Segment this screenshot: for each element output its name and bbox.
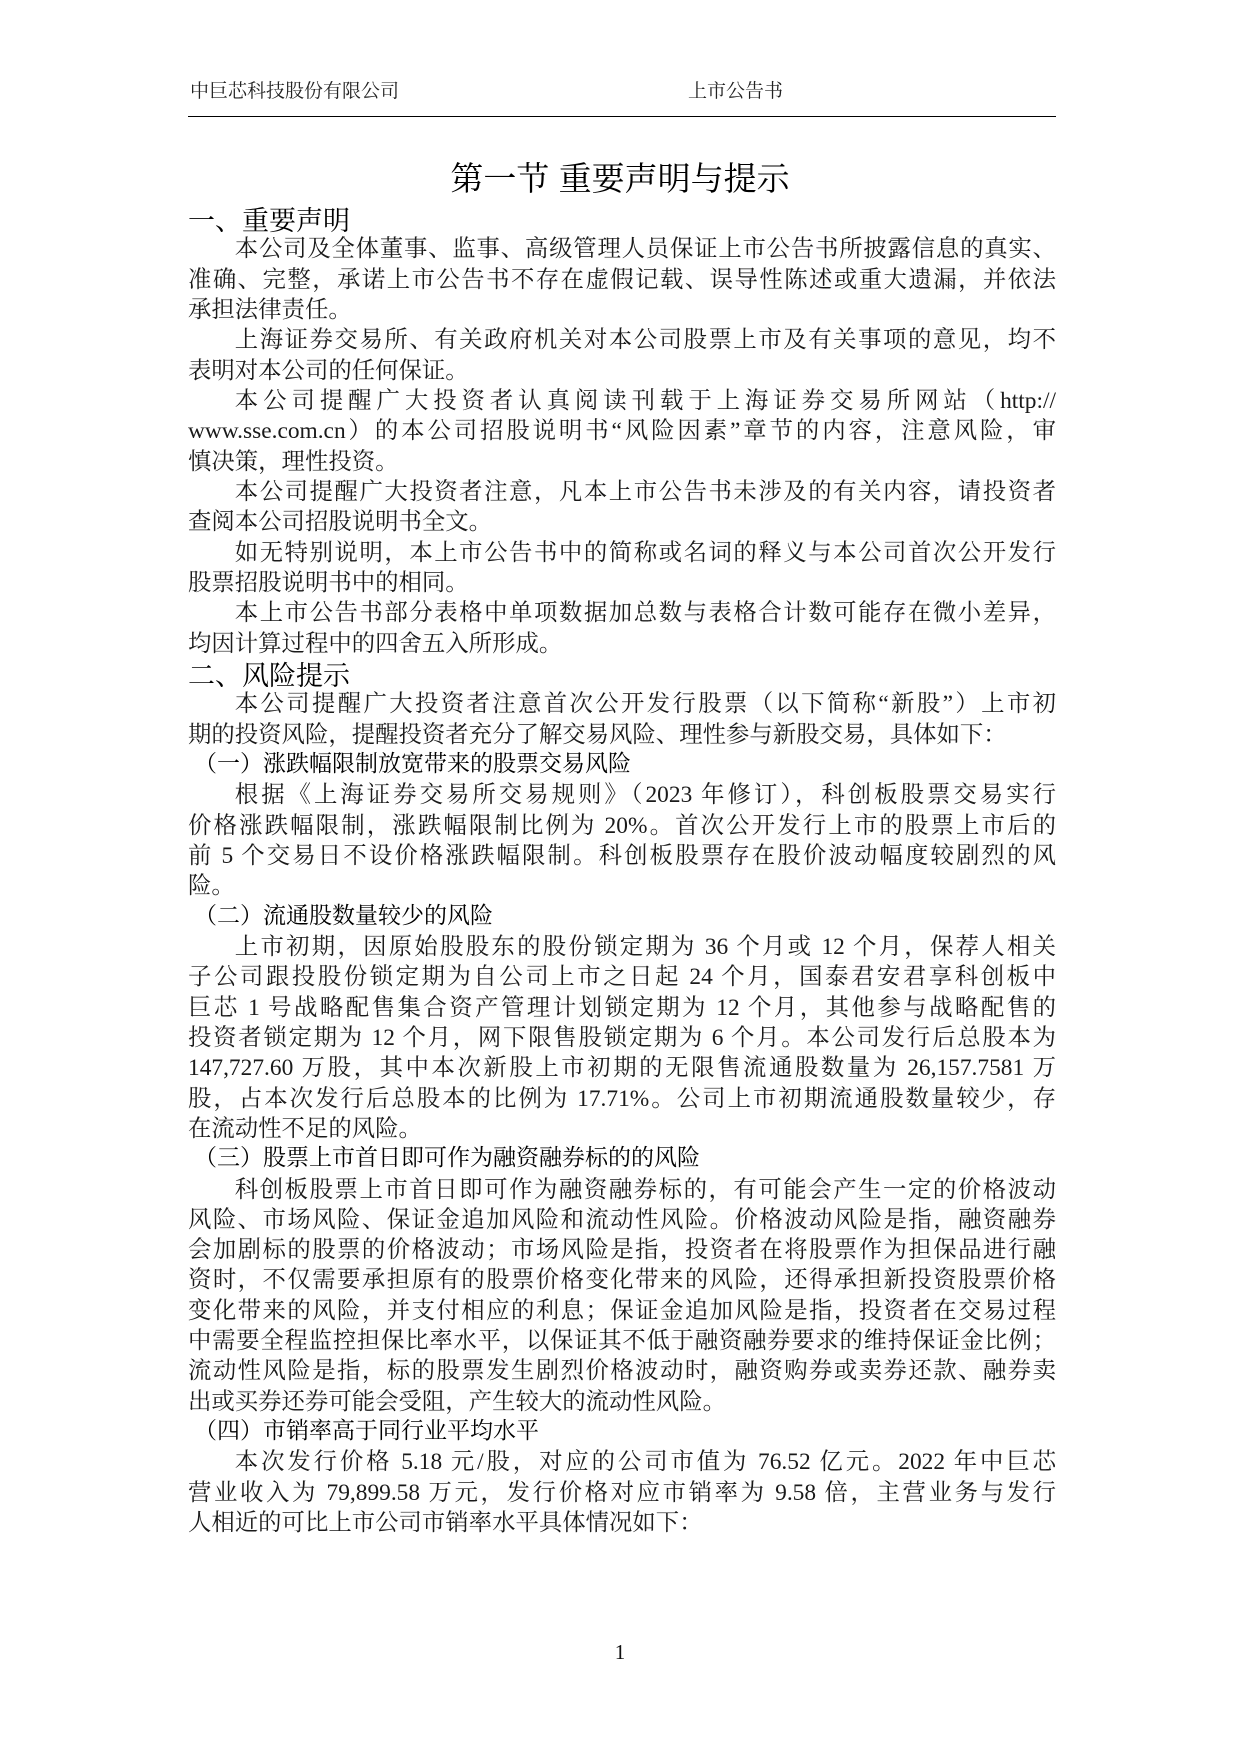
paragraph-line: 人相近的可比上市公司市销率水平具体情况如下：: [188, 1510, 703, 1537]
paragraph: [188, 927, 1056, 1142]
paragraph-line: 会加剧标的股票的价格波动；市场风险是指，投资者在将股票作为担保品进行融: [188, 1237, 1056, 1264]
paragraph-line: 本次发行价格 5.18 元/股，对应的公司市值为 76.52 亿元。2022 年中巨芯: [234, 1449, 1056, 1476]
header-divider: [188, 116, 1056, 117]
paragraph-line: 本公司提醒广大投资者认真阅读刊载于上海证券交易所网站（http://: [234, 387, 1056, 414]
document-body: [188, 199, 1056, 1537]
paragraph-line: 子公司跟投股份锁定期为自公司上市之日起 24 个月，国泰君安君享科创板中: [188, 964, 1056, 991]
paragraph-line: 均因计算过程中的四舍五入所形成。: [188, 630, 563, 657]
subsection-heading: （二）流通股数量较少的风险: [194, 901, 493, 928]
paragraph-line: 出或买券还券可能会受阻，产生较大的流动性风险。: [188, 1388, 726, 1415]
paragraph-line: 本公司提醒广大投资者注意首次公开发行股票（以下简称“新股”）上市初: [234, 691, 1056, 718]
paragraph-line: www.sse.com.cn）的本公司招股说明书“风险因素”章节的内容，注意风险，审: [188, 418, 1056, 445]
section-heading: 二、风险提示: [188, 660, 350, 691]
paragraph: [188, 1442, 1056, 1537]
paragraph: [188, 320, 1056, 384]
subsection-heading: （三）股票上市首日即可作为融资融券标的的风险: [194, 1144, 700, 1171]
paragraph-line: 资时，不仅需要承担原有的股票价格变化带来的风险，还得承担新投资股票价格: [188, 1267, 1056, 1294]
subsection-heading: （四）市销率高于同行业平均水平: [194, 1417, 539, 1444]
paragraph-line: 流动性风险是指，标的股票发生剧烈价格波动时，融资购券或卖券还款、融券卖: [188, 1358, 1056, 1385]
paragraph-line: 上市初期，因原始股股东的股份锁定期为 36 个月或 12 个月，保荐人相关: [234, 933, 1056, 960]
paragraph-line: 中需要全程监控担保比率水平，以保证其不低于融资融券要求的维持保证金比例；: [188, 1328, 1056, 1355]
paragraph-line: 科创板股票上市首日即可作为融资融券标的，有可能会产生一定的价格波动: [234, 1176, 1056, 1203]
paragraph-line: 如无特别说明，本上市公告书中的简称或名词的释义与本公司首次公开发行: [234, 539, 1056, 566]
paragraph-line: 本公司及全体董事、监事、高级管理人员保证上市公告书所披露信息的真实、: [234, 236, 1056, 263]
paragraph-line: 价格涨跌幅限制，涨跌幅限制比例为 20%。首次公开发行上市的股票上市后的: [188, 812, 1056, 839]
paragraph-line: 承担法律责任。: [188, 296, 352, 323]
paragraph-line: 查阅本公司招股说明书全文。: [188, 509, 493, 536]
page-number: 1: [614, 1640, 626, 1664]
paragraph-line: 表明对本公司的任何保证。: [188, 357, 469, 384]
header-company-name: 中巨芯科技股份有限公司: [190, 81, 400, 102]
paragraph-line: 前 5 个交易日不设价格涨跌幅限制。科创板股票存在股价波动幅度较剧烈的风: [188, 842, 1056, 869]
section-heading: 一、重要声明: [188, 206, 350, 236]
header-document-type: 上市公告书: [688, 81, 784, 102]
paragraph: [188, 775, 1056, 900]
paragraph-line: 投资者锁定期为 12 个月，网下限售股锁定期为 6 个月。本公司发行后总股本为: [188, 1024, 1056, 1051]
paragraph: [188, 684, 1056, 748]
paragraph-line: 期的投资风险，提醒投资者充分了解交易风险、理性参与新股交易，具体如下：: [188, 721, 1007, 748]
paragraph: [188, 381, 1056, 475]
paragraph-line: 本上市公告书部分表格中单项数据加总数与表格合计数可能存在微小差异，: [234, 600, 1056, 627]
paragraph-line: 147,727.60 万股，其中本次新股上市初期的无限售流通股数量为 26,157.7581 万: [188, 1055, 1056, 1082]
paragraph-line: 险。: [188, 873, 235, 900]
paragraph: [188, 229, 1056, 323]
paragraph: [188, 472, 1056, 536]
paragraph-line: 准确、完整，承诺上市公告书不存在虚假记载、误导性陈述或重大遗漏，并依法: [188, 266, 1056, 293]
paragraph-line: 股，占本次发行后总股本的比例为 17.71%。公司上市初期流通股数量较少，存: [188, 1085, 1056, 1112]
paragraph: [188, 593, 1056, 657]
section-title: 第一节 重要声明与提示: [450, 160, 790, 197]
paragraph-line: 股票招股说明书中的相同。: [188, 569, 469, 596]
paragraph-line: 上海证券交易所、有关政府机关对本公司股票上市及有关事项的意见，均不: [234, 327, 1056, 354]
paragraph-line: 营业收入为 79,899.58 万元，发行价格对应市销率为 9.58 倍，主营业务与发行: [188, 1479, 1056, 1506]
paragraph-line: 在流动性不足的风险。: [188, 1115, 422, 1142]
paragraph-line: 本公司提醒广大投资者注意，凡本上市公告书未涉及的有关内容，请投资者: [234, 478, 1056, 505]
paragraph-line: 风险、市场风险、保证金追加风险和流动性风险。价格波动风险是指，融资融券: [188, 1206, 1056, 1233]
paragraph-line: 慎决策，理性投资。: [188, 448, 399, 475]
paragraph: [188, 1170, 1056, 1413]
subsection-heading: （一）涨跌幅限制放宽带来的股票交易风险: [194, 749, 631, 776]
paragraph-line: 变化带来的风险，并支付相应的利息；保证金追加风险是指，投资者在交易过程: [188, 1297, 1056, 1324]
paragraph-line: 巨芯 1 号战略配售集合资产管理计划锁定期为 12 个月，其他参与战略配售的: [188, 994, 1056, 1021]
paragraph-line: 根据《上海证券交易所交易规则》（2023 年修订），科创板股票交易实行: [234, 782, 1056, 809]
paragraph: [188, 533, 1056, 594]
